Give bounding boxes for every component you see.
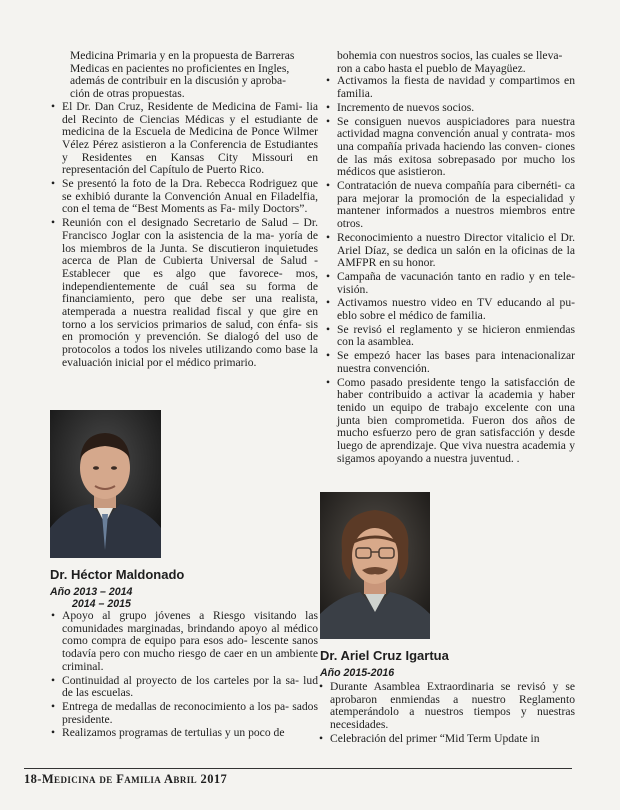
bullet-list xyxy=(50,101,318,370)
list-item: • Celebración del primer “Mid Term Update in xyxy=(318,733,575,746)
list-item: • Activamos la fiesta de navidad y compartimos en familia. xyxy=(325,75,575,100)
hector-years-2: 2014 – 2015 xyxy=(72,598,131,610)
list-item: • Se empezó hacer las bases para intenacionalizar nuestra convención. xyxy=(325,350,575,375)
footer-divider xyxy=(24,768,572,769)
bullet-list xyxy=(50,610,318,740)
intro-line: ción de otras propuestas. xyxy=(70,87,185,101)
list-item: • El Dr. Dan Cruz, Residente de Medicina de Fami- lia del Recinto de Ciencias Médicas y el estudiante de medicina de la Escuela de Medicina de Ponce Wilmer Vélez Pérez asistieron a la Conferencia de Estudiantes y Residentes en Kansas City Missouri en representación del Capítulo de Puerto Rico. xyxy=(50,101,318,177)
list-item: • Reconocimiento a nuestro Director vitalicio el Dr. Ariel Díaz, se dedica un salón en la oficinas de la AMFPR en su honor. xyxy=(325,232,575,270)
ariel-portrait-photo xyxy=(320,492,430,639)
list-item: • Se presentó la foto de la Dra. Rebecca Rodriguez que se exhibió durante la Convención Anual en Filadelfia, con el tema de “Best Moments as Fa- mily Doctors”. xyxy=(50,178,318,216)
hector-years: Año 2013 – 2014 xyxy=(50,586,133,598)
hector-bullets xyxy=(50,610,318,741)
list-item: • Contratación de nueva compañía para cibernéti- ca para mejorar la promoción de la especialidad y mantener informados a nuestros miembros entre otros. xyxy=(325,180,575,231)
intro-paragraph xyxy=(325,50,575,75)
list-item: • Se revisó el reglamento y se hicieron enmiendas con la asamblea. xyxy=(325,324,575,349)
ariel-name: Dr. Ariel Cruz Igartua xyxy=(320,648,449,663)
ariel-years: Año 2015-2016 xyxy=(320,667,395,679)
list-item: • Reunión con el designado Secretario de Salud – Dr. Francisco Joglar con la asistencia de la ma- yoría de los miembros de la Junta. Se discutieron inquietudes acerca de Plan de Cubierta Universal de Salud - Establecer que es algo que favorece- mos, independientemente de cuál sea su forma de financiamiento, pero que debe ser una realista, atemperada a nuestra realidad fiscal y que gire en torno a los servicios primarios de salud, con énfa- sis en promoción y prevención. Se dialogó del uso de protocolos a todos los niveles utilizando como base la evaluación inicial por el médico primario. xyxy=(50,217,318,369)
list-item: • Continuidad al proyecto de los carteles por la sa- lud de las escuelas. xyxy=(50,675,318,700)
list-item: • Realizamos programas de tertulias y un poco de xyxy=(50,727,318,740)
intro-line: Medicina Primaria y en la propuesta de Barreras xyxy=(70,49,295,62)
right-column xyxy=(325,50,575,467)
hector-name: Dr. Héctor Maldonado xyxy=(50,567,185,582)
intro-line: bohemia con nuestros socios, las cuales se lleva- xyxy=(337,49,563,62)
bullet-list xyxy=(318,681,575,746)
list-item: • Durante Asamblea Extraordinaria se revisó y se aprobaron enmiendas a nuestro Reglamento atemperándolo a nuestros tiempos y nuestras necesidades. xyxy=(318,681,575,732)
list-item: • Como pasado presidente tengo la satisfacción de haber contribuido a activar la academia y haber tenido un equipo de trabajo excelente con una junta bien comprometida. Fueron dos años de mucho esfuerzo pero de gran satisfacción y desde luego de aprendizaje. Que viva nuestra academia y sigamos apoyando a nuestra juventud. . xyxy=(325,377,575,466)
page-footer: 18-Medicina de Familia Abril 2017 xyxy=(24,772,228,786)
left-column xyxy=(50,50,318,371)
intro-line: Medicas en pacientes no proficientes en Ingles, xyxy=(70,61,290,75)
intro-line: ron a cabo hasta el pueblo de Mayagüez. xyxy=(337,61,526,75)
list-item: • Entrega de medallas de reconocimiento a los pa- sados presidente. xyxy=(50,701,318,726)
intro-paragraph xyxy=(50,50,318,101)
list-item: • Activamos nuestro video en TV educando al pu- eblo sobre el médico de familia. xyxy=(325,297,575,322)
hector-portrait-photo xyxy=(50,410,161,558)
bullet-list xyxy=(325,75,575,465)
ariel-bullets xyxy=(318,681,575,747)
list-item: • Se consiguen nuevos auspiciadores para nuestra actividad magna convención anual y contrata- mos una compañía privada haciendo las conven- ciones de las más exitosa sobrepasado por mucho los médicos que asistieron. xyxy=(325,116,575,180)
intro-line: además de contribuir en la discusión y aproba- xyxy=(70,74,287,88)
list-item: • Incremento de nuevos socios. xyxy=(325,102,575,115)
list-item: • Campaña de vacunación tanto en radio y en tele- visión. xyxy=(325,271,575,296)
list-item: • Apoyo al grupo jóvenes a Riesgo visitando las comunidades marginadas, brindando apoyo al médico como compra de equipo para esos ado- lescente sanos todavía pero con mucho riesgo de caer en un ambiente criminal. xyxy=(50,610,318,674)
